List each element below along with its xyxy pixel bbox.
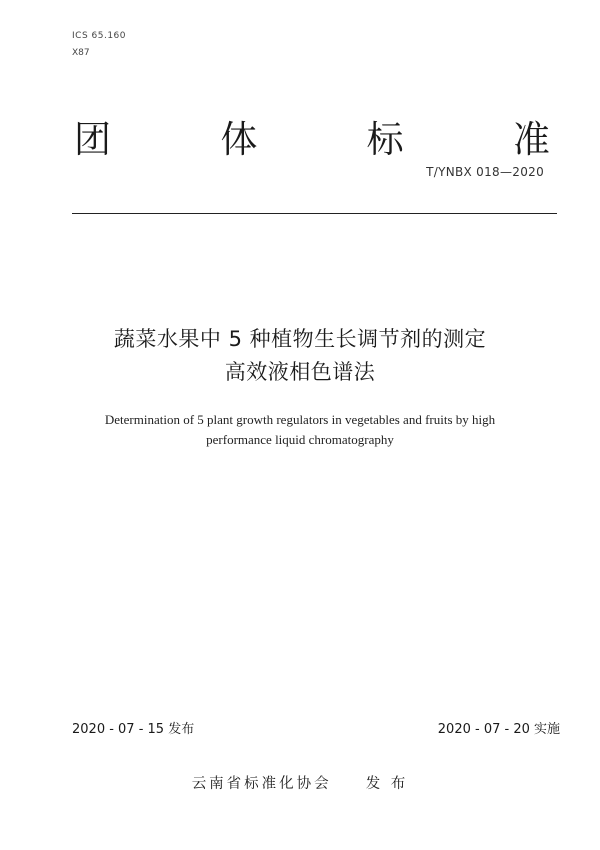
english-title [40,410,560,450]
issue-date: 2020 - 07 - 15 发布 [72,722,195,737]
ics-code: ICS 65.160 [72,31,127,41]
chinese-title-line-2: 高效液相色谱法 [224,360,376,384]
publisher-line [0,772,600,793]
english-title-line-2: performance liquid chromatography [206,432,394,447]
ccs-code: X87 [72,48,90,58]
implementation-date: 2020 - 07 - 20 实施 [437,722,560,737]
standard-number: T/YNBX 018—2020 [426,165,544,179]
header-divider [72,213,557,214]
chinese-title [40,323,560,389]
publisher-name: 云南省标准化协会 [191,776,332,792]
chinese-title-line-1: 蔬菜水果中 5 种植物生长调节剂的测定 [113,327,487,351]
title-char-4: 准 [512,118,550,161]
title-char-2: 体 [220,118,258,161]
publish-action: 发 布 [365,776,409,792]
english-title-line-1: Determination of 5 plant growth regulators in vegetables and fruits by high [104,412,496,427]
document-type-title [74,118,550,162]
title-char-1: 团 [74,118,111,161]
title-char-3: 标 [366,118,404,161]
